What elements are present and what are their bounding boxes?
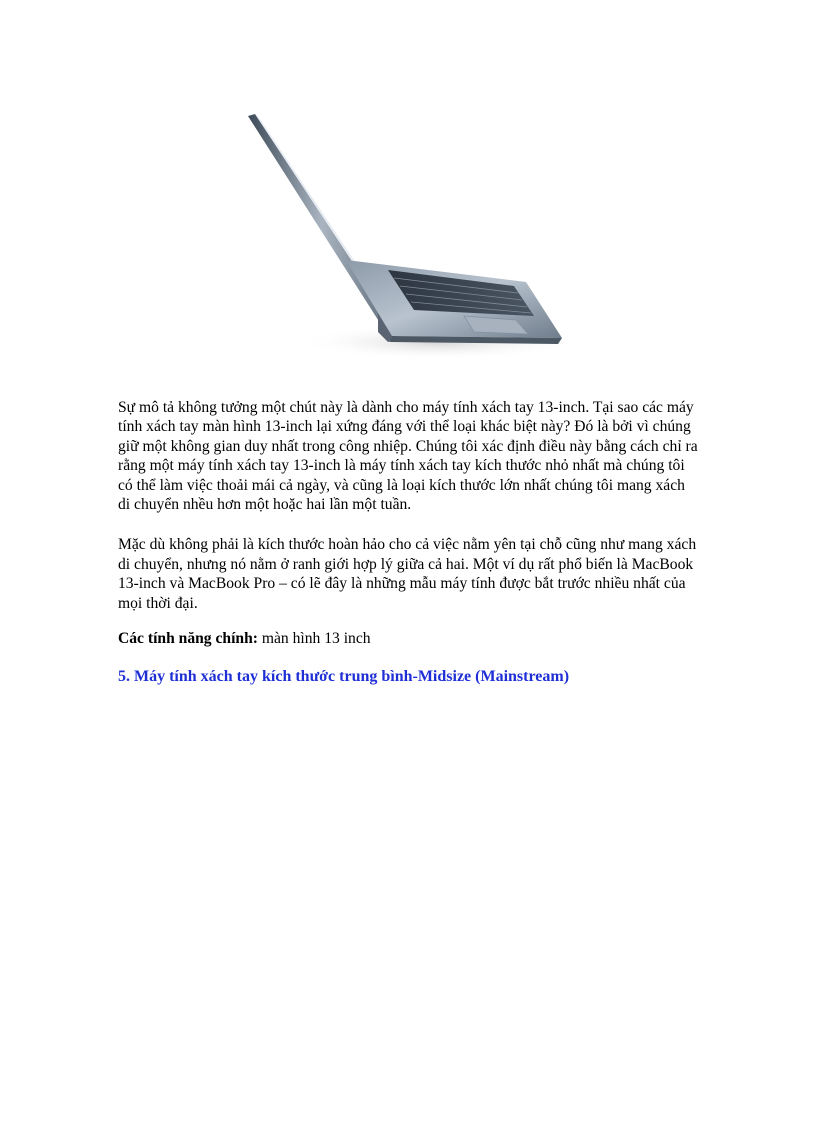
key-features-value: màn hình 13 inch <box>257 630 371 648</box>
paragraph-macbook-example: Mặc dù không phải là kích thước hoàn hảo cho cả việc nằm yên tại chỗ cũng như mang xách di chuyển, nhưng nó nằm ở ranh giới hợp lý giữa cả hai. Một ví dụ rất phổ biến là MacBook 13-inch và MacBook Pro – có lẽ đây là những mẫu máy tính được bắt trước nhiều nhất của mọi thời đại. <box>118 536 697 612</box>
laptop-image <box>228 110 588 380</box>
article-body <box>118 398 700 687</box>
key-features-line <box>118 629 700 648</box>
section-heading-midsize: 5. Máy tính xách tay kích thước trung bình-Midsize (Mainstream) <box>118 668 570 686</box>
paragraph-13inch-description: Sự mô tả không tưởng một chút này là dành cho máy tính xách tay 13-inch. Tại sao các máy tính xách tay màn hình 13-inch lại xứng đáng với thể loại khác biệt này? Đó là bởi vì chúng giữ một không gian duy nhất trong công nhiệp. Chúng tôi xác định điều này bằng cách chỉ ra rằng một máy tính xách tay 13-inch là máy tính xách tay kích thước nhỏ nhất mà chúng tôi có thể làm việc thoải mái cả ngày, và cũng là loại kích thước lớn nhất chúng tôi mang xách di chuyển nhều hơn một hoặc hai lần một tuần. <box>118 399 698 514</box>
key-features-label: Các tính năng chính: <box>118 630 258 648</box>
laptop-figure <box>228 110 588 380</box>
